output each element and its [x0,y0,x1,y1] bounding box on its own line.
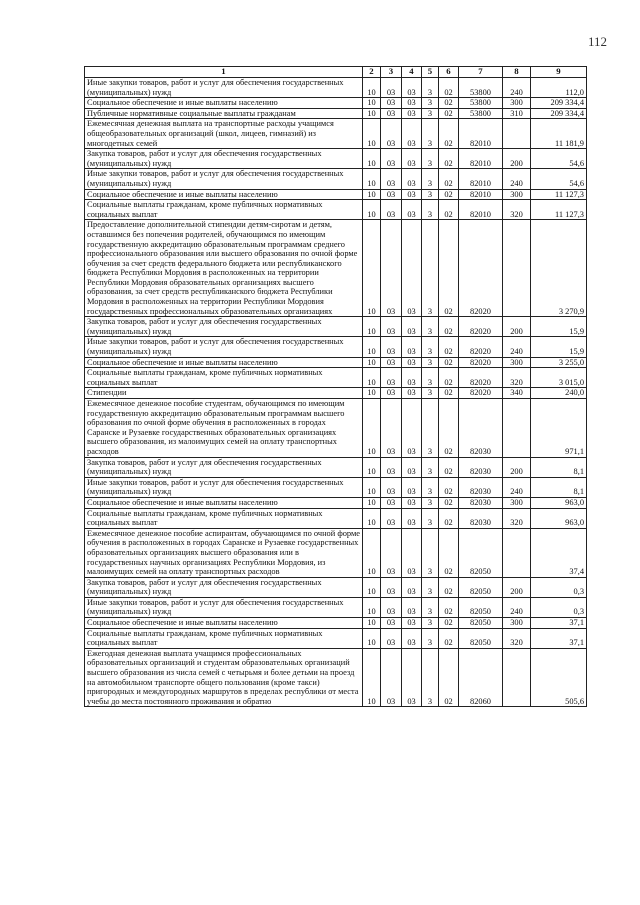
row-code-c2: 10 [363,317,381,337]
row-amount: 0,3 [531,577,587,597]
row-code-c4: 03 [402,78,422,98]
row-code-c4: 03 [402,119,422,149]
row-code-c2: 10 [363,98,381,109]
row-amount: 3 255,0 [531,357,587,368]
row-amount: 37,1 [531,618,587,629]
row-amount: 54,6 [531,169,587,189]
row-code-c4: 03 [402,108,422,119]
row-code-c7: 53800 [459,78,503,98]
row-code-c4: 03 [402,98,422,109]
row-code-c8: 300 [503,98,531,109]
row-code-c3: 03 [381,477,402,497]
row-code-c2: 10 [363,169,381,189]
row-amount: 8,1 [531,457,587,477]
row-amount: 0,3 [531,597,587,617]
row-description: Иные закупки товаров, работ и услуг для обеспечения государственных (муниципальных) нужд [85,78,363,98]
row-description: Социальные выплаты гражданам, кроме публичных нормативных социальных выплат [85,200,363,220]
row-code-c7: 53800 [459,108,503,119]
row-code-c2: 10 [363,577,381,597]
row-amount: 963,0 [531,497,587,508]
table-row [85,357,587,368]
row-code-c3: 03 [381,618,402,629]
row-code-c2: 10 [363,388,381,399]
row-code-c2: 10 [363,108,381,119]
column-header: 6 [439,67,459,78]
row-code-c3: 03 [381,357,402,368]
row-code-c7: 82010 [459,149,503,169]
row-code-c8: 200 [503,149,531,169]
row-code-c8: 240 [503,597,531,617]
table-row [85,220,587,317]
row-amount: 240,0 [531,388,587,399]
row-code-c8: 200 [503,577,531,597]
row-code-c6: 02 [439,189,459,200]
row-code-c6: 02 [439,508,459,528]
budget-table [84,66,587,707]
row-code-c5: 3 [422,648,439,707]
row-code-c6: 02 [439,399,459,458]
header-row [85,67,587,78]
row-code-c3: 03 [381,337,402,357]
row-code-c7: 82030 [459,508,503,528]
row-amount: 3 270,9 [531,220,587,317]
row-code-c3: 03 [381,497,402,508]
row-code-c8: 320 [503,628,531,648]
row-code-c3: 03 [381,119,402,149]
row-code-c2: 10 [363,189,381,200]
row-code-c3: 03 [381,577,402,597]
row-code-c4: 03 [402,628,422,648]
row-code-c8: 300 [503,357,531,368]
row-code-c4: 03 [402,169,422,189]
row-code-c3: 03 [381,169,402,189]
row-code-c5: 3 [422,149,439,169]
row-code-c8 [503,528,531,577]
row-code-c2: 10 [363,477,381,497]
row-code-c7: 82020 [459,357,503,368]
row-code-c5: 3 [422,399,439,458]
row-code-c2: 10 [363,528,381,577]
row-code-c8: 240 [503,477,531,497]
row-code-c3: 03 [381,399,402,458]
row-code-c6: 02 [439,477,459,497]
table-row [85,597,587,617]
row-code-c7: 82010 [459,200,503,220]
row-code-c6: 02 [439,457,459,477]
row-code-c2: 10 [363,457,381,477]
row-code-c4: 03 [402,477,422,497]
row-amount: 505,6 [531,648,587,707]
table-row [85,528,587,577]
column-header: 4 [402,67,422,78]
row-code-c7: 82010 [459,189,503,200]
row-code-c6: 02 [439,368,459,388]
row-code-c6: 02 [439,577,459,597]
row-code-c4: 03 [402,597,422,617]
row-code-c5: 3 [422,189,439,200]
row-code-c8 [503,399,531,458]
table-row [85,98,587,109]
row-code-c8: 320 [503,200,531,220]
row-code-c5: 3 [422,368,439,388]
table-row [85,577,587,597]
row-code-c3: 03 [381,108,402,119]
row-code-c4: 03 [402,220,422,317]
row-code-c3: 03 [381,149,402,169]
row-code-c8: 320 [503,368,531,388]
row-code-c5: 3 [422,119,439,149]
row-description: Социальные выплаты гражданам, кроме публичных нормативных социальных выплат [85,368,363,388]
row-code-c6: 02 [439,357,459,368]
row-code-c7: 82060 [459,648,503,707]
row-code-c3: 03 [381,220,402,317]
row-code-c2: 10 [363,628,381,648]
table-row [85,200,587,220]
row-code-c4: 03 [402,357,422,368]
row-description: Ежемесячное денежное пособие аспирантам, обучающимся по очной форме обучения в расположенных в городах Саранске и Рузаевке государственных образовательных организациях высшего образования или в государственных научных организациях Республики Мордовия, из малоимущих семей на оплату транспортных расходов [85,528,363,577]
row-code-c7: 82030 [459,457,503,477]
row-amount: 963,0 [531,508,587,528]
row-code-c4: 03 [402,618,422,629]
row-code-c3: 03 [381,189,402,200]
row-code-c3: 03 [381,508,402,528]
row-code-c5: 3 [422,388,439,399]
row-code-c4: 03 [402,508,422,528]
row-amount: 209 334,4 [531,108,587,119]
row-code-c3: 03 [381,368,402,388]
row-description: Публичные нормативные социальные выплаты гражданам [85,108,363,119]
row-code-c5: 3 [422,528,439,577]
row-code-c8: 200 [503,317,531,337]
row-code-c6: 02 [439,149,459,169]
table-row [85,189,587,200]
row-code-c8 [503,648,531,707]
column-header: 2 [363,67,381,78]
row-code-c2: 10 [363,368,381,388]
row-description: Социальное обеспечение и иные выплаты населению [85,357,363,368]
row-code-c7: 82030 [459,477,503,497]
row-code-c2: 10 [363,497,381,508]
row-code-c8: 240 [503,169,531,189]
table-row [85,78,587,98]
row-code-c8: 240 [503,78,531,98]
row-amount: 37,1 [531,628,587,648]
row-code-c8: 320 [503,508,531,528]
row-code-c7: 82050 [459,577,503,597]
row-code-c5: 3 [422,457,439,477]
table-row [85,149,587,169]
row-code-c2: 10 [363,508,381,528]
row-code-c5: 3 [422,618,439,629]
row-code-c6: 02 [439,317,459,337]
row-description: Социальные выплаты гражданам, кроме публичных нормативных социальных выплат [85,628,363,648]
row-code-c4: 03 [402,388,422,399]
row-description: Социальное обеспечение и иные выплаты населению [85,98,363,109]
row-code-c5: 3 [422,98,439,109]
page-number: 112 [588,34,608,49]
row-code-c2: 10 [363,78,381,98]
row-amount: 15,9 [531,337,587,357]
row-description: Закупка товаров, работ и услуг для обеспечения государственных (муниципальных) нужд [85,577,363,597]
row-code-c5: 3 [422,220,439,317]
row-code-c4: 03 [402,200,422,220]
row-code-c3: 03 [381,457,402,477]
table-row [85,497,587,508]
table-row [85,399,587,458]
table-row [85,457,587,477]
row-code-c6: 02 [439,388,459,399]
row-code-c2: 10 [363,648,381,707]
row-code-c3: 03 [381,317,402,337]
column-header: 8 [503,67,531,78]
row-code-c8 [503,119,531,149]
table-row [85,628,587,648]
row-code-c7: 82050 [459,528,503,577]
row-code-c4: 03 [402,317,422,337]
row-code-c3: 03 [381,200,402,220]
row-description: Закупка товаров, работ и услуг для обеспечения государственных (муниципальных) нужд [85,317,363,337]
row-description: Закупка товаров, работ и услуг для обеспечения государственных (муниципальных) нужд [85,457,363,477]
row-code-c4: 03 [402,368,422,388]
row-code-c6: 02 [439,597,459,617]
row-code-c5: 3 [422,317,439,337]
column-header: 1 [85,67,363,78]
row-code-c3: 03 [381,78,402,98]
row-code-c5: 3 [422,497,439,508]
row-code-c8: 340 [503,388,531,399]
row-code-c4: 03 [402,497,422,508]
row-description: Иные закупки товаров, работ и услуг для обеспечения государственных (муниципальных) нужд [85,337,363,357]
row-code-c5: 3 [422,597,439,617]
column-header: 9 [531,67,587,78]
row-code-c2: 10 [363,200,381,220]
row-amount: 3 015,0 [531,368,587,388]
table-row [85,317,587,337]
row-code-c7: 82020 [459,368,503,388]
row-code-c6: 02 [439,98,459,109]
row-code-c6: 02 [439,200,459,220]
row-code-c7: 82020 [459,317,503,337]
row-code-c4: 03 [402,528,422,577]
row-description: Ежегодная денежная выплата учащимся профессиональных образовательных организаций и студентам образовательных организаций высшего образования из числа семей с четырьмя и более детьми на проезд на автомобильном транспорте общего пользования (кроме такси) пригородных и междугородных маршрутов в пределах республики от места учебы до места постоянного проживания и обратно [85,648,363,707]
row-amount: 11 127,3 [531,189,587,200]
row-code-c7: 82030 [459,399,503,458]
table-row [85,368,587,388]
row-code-c5: 3 [422,200,439,220]
row-code-c4: 03 [402,577,422,597]
row-code-c6: 02 [439,618,459,629]
row-description: Ежемесячная денежная выплата на транспортные расходы учащимся общеобразовательных организаций (школ, лицеев, гимназий) из многодетных семей [85,119,363,149]
row-amount: 8,1 [531,477,587,497]
row-description: Социальное обеспечение и иные выплаты населению [85,189,363,200]
table-row [85,477,587,497]
row-code-c4: 03 [402,189,422,200]
table-row [85,648,587,707]
row-amount: 15,9 [531,317,587,337]
column-header: 5 [422,67,439,78]
row-amount: 209 334,4 [531,98,587,109]
row-code-c6: 02 [439,648,459,707]
table-row [85,108,587,119]
row-description: Закупка товаров, работ и услуг для обеспечения государственных (муниципальных) нужд [85,149,363,169]
row-code-c5: 3 [422,169,439,189]
row-code-c3: 03 [381,597,402,617]
row-code-c4: 03 [402,149,422,169]
row-code-c7: 53800 [459,98,503,109]
row-code-c7: 82020 [459,337,503,357]
table-row [85,508,587,528]
row-code-c6: 02 [439,220,459,317]
row-code-c6: 02 [439,108,459,119]
row-code-c8: 300 [503,189,531,200]
table-body [85,78,587,707]
row-code-c5: 3 [422,477,439,497]
row-code-c7: 82010 [459,169,503,189]
row-code-c7: 82020 [459,388,503,399]
row-code-c4: 03 [402,457,422,477]
row-description: Ежемесячное денежное пособие студентам, обучающимся по имеющим государственную аккредитацию образовательным программам высшего образования по очной форме обучения в расположенных в городах Саранске и Рузаевке государственных образовательных организациях высшего образования, из малоимущих семей на оплату транспортных расходов [85,399,363,458]
row-description: Стипендии [85,388,363,399]
table-row [85,618,587,629]
row-code-c7: 82050 [459,628,503,648]
row-description: Предоставление дополнительной стипендии детям-сиротам и детям, оставшимся без попечения родителей, обучающимся по имеющим государственную аккредитацию образовательным программам среднего профессионального образования или высшего образования по очной форме обучения за счет средств федерального бюджета или республиканского бюджета Республики Мордовия в расположенных на территории Республики Мордовия образовательных организациях высшего образования, за счет средств республиканского бюджета Республики Мордовия в расположенных на территории Республики Мордовия государственных профессиональных образовательных организациях [85,220,363,317]
row-code-c4: 03 [402,337,422,357]
table-header [85,67,587,78]
row-code-c7: 82020 [459,220,503,317]
row-code-c7: 82050 [459,597,503,617]
row-code-c6: 02 [439,497,459,508]
row-amount: 971,1 [531,399,587,458]
row-amount: 54,6 [531,149,587,169]
row-description: Иные закупки товаров, работ и услуг для обеспечения государственных (муниципальных) нужд [85,477,363,497]
row-amount: 11 181,9 [531,119,587,149]
row-code-c8: 240 [503,337,531,357]
row-code-c5: 3 [422,577,439,597]
row-code-c4: 03 [402,648,422,707]
row-code-c2: 10 [363,618,381,629]
row-code-c3: 03 [381,98,402,109]
row-amount: 11 127,3 [531,200,587,220]
row-code-c5: 3 [422,337,439,357]
row-code-c2: 10 [363,337,381,357]
row-description: Социальные выплаты гражданам, кроме публичных нормативных социальных выплат [85,508,363,528]
row-code-c3: 03 [381,648,402,707]
row-code-c5: 3 [422,357,439,368]
row-description: Иные закупки товаров, работ и услуг для обеспечения государственных (муниципальных) нужд [85,169,363,189]
row-code-c2: 10 [363,119,381,149]
row-code-c2: 10 [363,357,381,368]
table-row [85,169,587,189]
table-row [85,388,587,399]
row-code-c2: 10 [363,399,381,458]
column-header: 3 [381,67,402,78]
row-code-c2: 10 [363,597,381,617]
column-header: 7 [459,67,503,78]
row-code-c6: 02 [439,628,459,648]
row-code-c8: 300 [503,497,531,508]
row-code-c2: 10 [363,220,381,317]
table-row [85,119,587,149]
row-code-c3: 03 [381,528,402,577]
row-code-c3: 03 [381,628,402,648]
row-code-c7: 82030 [459,497,503,508]
row-description: Социальное обеспечение и иные выплаты населению [85,618,363,629]
row-code-c6: 02 [439,337,459,357]
row-code-c8: 300 [503,618,531,629]
row-code-c7: 82050 [459,618,503,629]
row-description: Социальное обеспечение и иные выплаты населению [85,497,363,508]
row-code-c8: 310 [503,108,531,119]
table-row [85,337,587,357]
row-code-c8: 200 [503,457,531,477]
row-code-c5: 3 [422,508,439,528]
row-code-c6: 02 [439,528,459,577]
row-description: Иные закупки товаров, работ и услуг для обеспечения государственных (муниципальных) нужд [85,597,363,617]
row-code-c5: 3 [422,78,439,98]
row-code-c2: 10 [363,149,381,169]
row-code-c6: 02 [439,119,459,149]
row-code-c4: 03 [402,399,422,458]
row-amount: 37,4 [531,528,587,577]
row-amount: 112,0 [531,78,587,98]
row-code-c7: 82010 [459,119,503,149]
row-code-c5: 3 [422,628,439,648]
row-code-c6: 02 [439,78,459,98]
row-code-c6: 02 [439,169,459,189]
row-code-c8 [503,220,531,317]
row-code-c3: 03 [381,388,402,399]
row-code-c5: 3 [422,108,439,119]
